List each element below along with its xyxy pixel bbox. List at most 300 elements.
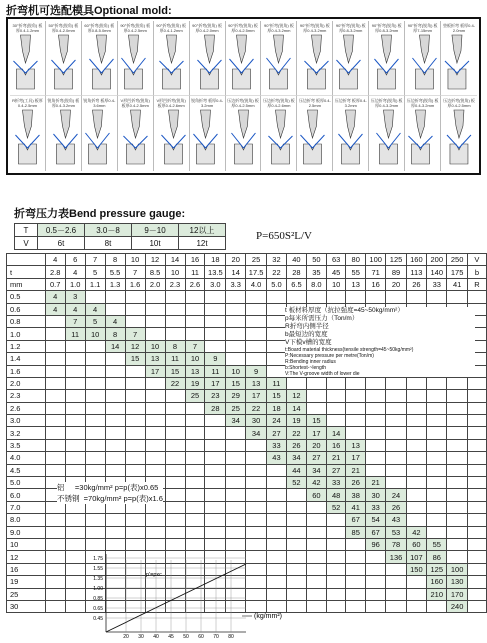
pressure-cell — [205, 328, 226, 340]
x-tick-label: 45 — [168, 634, 174, 640]
pressure-cell — [45, 427, 65, 439]
pressure-cell — [45, 365, 65, 377]
pressure-cell: 25 — [226, 402, 246, 414]
pressure-cell — [467, 514, 486, 526]
note-cn: R折弯内侧半径 — [285, 323, 329, 330]
pressure-cell — [105, 514, 125, 526]
pressure-cell — [145, 514, 165, 526]
thickness-cell: 19 — [7, 576, 46, 588]
y-tick-label: 0.65 — [93, 606, 103, 612]
pressure-cell — [306, 526, 326, 538]
table-row — [7, 514, 487, 526]
pressure-cell — [427, 526, 447, 538]
pressure-cell — [427, 477, 447, 489]
pressure-cell — [45, 551, 65, 563]
pressure-cell — [386, 588, 406, 600]
mold-caption: 90°折弯(锐角) 板厚0.4-2.5mm — [228, 23, 258, 33]
pressure-cell: 9 — [205, 353, 226, 365]
pressure-cell — [246, 501, 267, 513]
mold-caption: 90°折弯(锐角) 板厚0.4-2.0mm — [192, 23, 222, 33]
pressure-cell — [165, 452, 185, 464]
pressure-cell — [386, 291, 406, 303]
pressure-cell — [427, 439, 447, 451]
pressure-cell — [346, 588, 366, 600]
pressure-cell — [125, 303, 145, 315]
mold-section-title: 折弯机可选配模具Optional mold: — [6, 5, 172, 17]
pressure-cell — [85, 452, 105, 464]
pressure-cell: 7 — [185, 340, 205, 352]
header-cell: 1.3 — [105, 278, 125, 290]
pressure-cell — [125, 377, 145, 389]
pressure-cell — [45, 588, 65, 600]
pressure-cell: 34 — [246, 427, 267, 439]
pressure-cell — [386, 576, 406, 588]
y-tick-label: 1.55 — [93, 566, 103, 572]
header-cell: 5.5 — [105, 266, 125, 278]
pressure-cell — [226, 340, 246, 352]
pressure-cell: 20 — [306, 439, 326, 451]
pressure-cell — [326, 402, 346, 414]
header-cell: 4 — [65, 266, 85, 278]
groove-v-cell: 6t — [38, 237, 85, 250]
pressure-cell: 4 — [85, 303, 105, 315]
thickness-cell: 25 — [7, 588, 46, 600]
legend-notes — [285, 307, 475, 377]
note-en: V:The V-groove width of lower die — [285, 371, 360, 377]
pressure-cell — [366, 563, 386, 575]
pressure-cell — [406, 464, 426, 476]
pressure-cell: 7 — [65, 315, 85, 327]
pressure-cell — [65, 377, 85, 389]
pressure-cell — [226, 489, 246, 501]
pressure-cell — [406, 514, 426, 526]
pressure-cell — [326, 551, 346, 563]
pressure-cell — [427, 390, 447, 402]
mold-item — [46, 96, 82, 171]
header-cell: 17.5 — [246, 266, 267, 278]
pressure-cell: 22 — [286, 427, 306, 439]
pressure-cell — [386, 427, 406, 439]
v-header-cell: 16 — [185, 254, 205, 266]
v-header-cell: 160 — [406, 254, 426, 266]
pressure-cell — [65, 353, 85, 365]
pressure-cell — [185, 328, 205, 340]
pressure-formula: P=650S²L/V — [256, 230, 312, 242]
die-icon — [46, 108, 81, 168]
pressure-cell — [45, 600, 65, 612]
v-header-cell: 14 — [165, 254, 185, 266]
v-header-cell: 4 — [45, 254, 65, 266]
header-cell: 10 — [165, 266, 185, 278]
pressure-cell — [366, 377, 386, 389]
y-tick-label: 1.75 — [93, 556, 103, 562]
pressure-cell: 24 — [266, 415, 286, 427]
pressure-cell: 4 — [65, 303, 85, 315]
pressure-cell: 28 — [205, 402, 226, 414]
pressure-cell — [45, 576, 65, 588]
pressure-cell — [447, 538, 467, 550]
die-icon — [82, 33, 117, 93]
pressure-cell — [165, 489, 185, 501]
pressure-cell — [165, 427, 185, 439]
stainless-formula: =70kg/mm² p=p(表)x1.6 — [83, 494, 163, 503]
pressure-cell — [326, 576, 346, 588]
pressure-cell — [447, 501, 467, 513]
pressure-cell — [85, 514, 105, 526]
pressure-cell — [105, 377, 125, 389]
header-cell: 45 — [326, 266, 346, 278]
groove-t-label: T — [15, 224, 38, 237]
pressure-cell — [125, 415, 145, 427]
pressure-cell — [447, 402, 467, 414]
pressure-cell — [226, 328, 246, 340]
pressure-cell — [246, 452, 267, 464]
pressure-cell — [226, 514, 246, 526]
header-cell: 71 — [366, 266, 386, 278]
header-cell: 8.0 — [306, 278, 326, 290]
pressure-cell — [185, 526, 205, 538]
mold-item — [10, 21, 46, 96]
pressure-cell — [406, 390, 426, 402]
pressure-cell — [85, 340, 105, 352]
pressure-cell: 15 — [266, 390, 286, 402]
mold-caption: 锐角折弯(锐角) 板厚0.4-3.2mm — [47, 98, 80, 108]
pressure-cell — [427, 452, 447, 464]
pressure-section-title: 折弯压力表Bend pressure gauge: — [14, 208, 186, 220]
pressure-cell: 136 — [386, 551, 406, 563]
pressure-cell — [145, 315, 165, 327]
pressure-cell — [145, 303, 165, 315]
pressure-cell: 10 — [185, 353, 205, 365]
pressure-cell — [427, 402, 447, 414]
thickness-cell: 10 — [7, 538, 46, 550]
pressure-cell — [427, 514, 447, 526]
pressure-cell: 67 — [346, 514, 366, 526]
mold-item — [82, 96, 118, 171]
pressure-cell — [65, 464, 85, 476]
mold-item — [333, 21, 369, 96]
header-cell: 35 — [306, 266, 326, 278]
thickness-cell: 0.6 — [7, 303, 46, 315]
pressure-cell — [366, 427, 386, 439]
pressure-cell — [386, 390, 406, 402]
pressure-cell — [145, 328, 165, 340]
pressure-cell — [125, 291, 145, 303]
pressure-cell — [165, 390, 185, 402]
pressure-cell — [105, 353, 125, 365]
table-row — [7, 439, 487, 451]
pressure-cell — [346, 427, 366, 439]
v-header-cell: 12 — [145, 254, 165, 266]
pressure-cell: 19 — [185, 377, 205, 389]
note-en: b:Shortest-~length — [285, 365, 326, 371]
mold-caption: 锐角折弯 板厚0.4-3.6mm — [83, 98, 116, 108]
mold-item — [441, 21, 477, 96]
pressure-cell — [145, 291, 165, 303]
x-tick-label: 40 — [153, 634, 159, 640]
die-icon — [369, 33, 404, 93]
note-en: P:Necessary pressure per metre(Ton/m) — [285, 353, 374, 359]
mold-caption: 压边折弯 板厚0.4-2.5mm — [298, 98, 331, 108]
mold-caption: 压边折弯(锐角) 板厚0.4-2.5mm — [443, 98, 475, 108]
mold-item — [82, 21, 118, 96]
thickness-cell: 1.0 — [7, 328, 46, 340]
pressure-cell: 10 — [85, 328, 105, 340]
pressure-cell — [386, 439, 406, 451]
pressure-cell: 33 — [366, 501, 386, 513]
pressure-cell: 15 — [226, 377, 246, 389]
pressure-cell — [306, 501, 326, 513]
pressure-cell: 52 — [326, 501, 346, 513]
unit-cell: V — [467, 254, 486, 266]
pressure-cell: 130 — [447, 576, 467, 588]
header-cell: 10 — [326, 278, 346, 290]
pressure-cell: 18 — [266, 402, 286, 414]
die-icon — [226, 33, 261, 93]
pressure-cell — [45, 538, 65, 550]
pressure-cell — [286, 489, 306, 501]
pressure-cell: 17 — [205, 377, 226, 389]
pressure-cell: 27 — [266, 427, 286, 439]
pressure-cell — [467, 538, 486, 550]
mold-item — [190, 21, 226, 96]
pressure-cell — [406, 477, 426, 489]
groove-t-cell: 0.5－2.6 — [38, 224, 85, 237]
mold-item — [297, 21, 333, 96]
pressure-cell — [346, 538, 366, 550]
pressure-cell — [346, 390, 366, 402]
pressure-cell — [226, 452, 246, 464]
header-cell: 33 — [427, 278, 447, 290]
aluminium-label: 铝 — [57, 483, 65, 492]
pressure-cell — [185, 477, 205, 489]
groove-v-row — [15, 237, 226, 250]
groove-table — [14, 223, 226, 250]
pressure-cell: 43 — [386, 514, 406, 526]
header-cell: 1.6 — [125, 278, 145, 290]
pressure-cell — [45, 340, 65, 352]
pressure-cell — [165, 464, 185, 476]
pressure-cell — [386, 377, 406, 389]
header-cell: 16 — [366, 278, 386, 290]
pressure-cell — [406, 576, 426, 588]
pressure-cell — [246, 328, 267, 340]
pressure-cell — [145, 452, 165, 464]
pressure-cell — [125, 315, 145, 327]
pressure-cell — [65, 452, 85, 464]
thickness-cell: 4.5 — [7, 464, 46, 476]
pressure-cell — [306, 377, 326, 389]
pressure-cell — [366, 452, 386, 464]
pressure-cell — [205, 340, 226, 352]
pressure-cell — [185, 514, 205, 526]
pressure-cell — [246, 514, 267, 526]
pressure-cell — [286, 291, 306, 303]
header-cell: 8.5 — [145, 266, 165, 278]
pressure-cell — [467, 526, 486, 538]
pressure-cell — [65, 415, 85, 427]
thickness-cell: 0.8 — [7, 315, 46, 327]
pressure-cell — [266, 477, 286, 489]
v-header-cell: 25 — [246, 254, 267, 266]
pressure-cell: 10 — [145, 340, 165, 352]
mold-caption: 压边折弯 板厚0.4-3.2mm — [334, 98, 367, 108]
pressure-cell — [105, 402, 125, 414]
pressure-cell — [447, 489, 467, 501]
pressure-cell — [45, 563, 65, 575]
pressure-cell: 42 — [406, 526, 426, 538]
thickness-cell: 3.2 — [7, 427, 46, 439]
pressure-cell — [165, 402, 185, 414]
x-tick-label: 60 — [198, 634, 204, 640]
table-row — [7, 415, 487, 427]
pressure-cell — [406, 415, 426, 427]
header-row — [7, 266, 487, 278]
pressure-cell: 13 — [246, 377, 267, 389]
header-cell: 3.0 — [205, 278, 226, 290]
pressure-cell: 24 — [386, 489, 406, 501]
pressure-cell — [447, 464, 467, 476]
pressure-cell — [467, 291, 486, 303]
pressure-cell: 33 — [266, 439, 286, 451]
pressure-cell — [406, 402, 426, 414]
table-row — [7, 452, 487, 464]
pressure-cell: 11 — [65, 328, 85, 340]
pressure-cell — [306, 600, 326, 612]
pressure-cell: 22 — [246, 402, 267, 414]
pressure-cell — [366, 551, 386, 563]
die-icon — [190, 108, 225, 168]
v-header-cell: 50 — [306, 254, 326, 266]
pressure-cell: 14 — [105, 340, 125, 352]
thickness-cell: 9.0 — [7, 526, 46, 538]
pressure-cell: 30 — [366, 489, 386, 501]
pressure-cell — [266, 303, 286, 315]
v-header-row — [7, 254, 487, 266]
die-icon — [441, 108, 477, 168]
pressure-cell: 12 — [286, 390, 306, 402]
pressure-cell — [447, 390, 467, 402]
pressure-cell — [165, 477, 185, 489]
pressure-cell — [427, 377, 447, 389]
die-icon — [261, 33, 296, 93]
pressure-cell: 26 — [386, 501, 406, 513]
pressure-cell — [406, 427, 426, 439]
pressure-cell: 26 — [286, 439, 306, 451]
pressure-cell — [286, 514, 306, 526]
pressure-cell — [65, 526, 85, 538]
header-cell: 2.8 — [45, 266, 65, 278]
v-header-cell: 80 — [346, 254, 366, 266]
pressure-cell — [266, 328, 286, 340]
pressure-cell — [386, 452, 406, 464]
stainless-row — [57, 493, 163, 504]
pressure-cell — [406, 439, 426, 451]
table-row — [7, 291, 487, 303]
pressure-cell — [366, 576, 386, 588]
pressure-cell — [447, 377, 467, 389]
pressure-cell — [165, 439, 185, 451]
pressure-cell — [266, 489, 286, 501]
pressure-cell — [467, 588, 486, 600]
header-cell: 13.5 — [205, 266, 226, 278]
pressure-cell — [185, 291, 205, 303]
die-icon — [441, 33, 477, 93]
note-en: R:Bending inner radius — [285, 359, 336, 365]
pressure-cell — [326, 588, 346, 600]
pressure-cell — [45, 390, 65, 402]
correction-graph — [76, 550, 306, 640]
pressure-cell: 11 — [205, 365, 226, 377]
pressure-cell — [65, 427, 85, 439]
header-cell: 175 — [447, 266, 467, 278]
pressure-cell — [427, 427, 447, 439]
pressure-cell — [447, 477, 467, 489]
pressure-cell — [145, 390, 165, 402]
pressure-cell — [326, 291, 346, 303]
pressure-cell — [185, 464, 205, 476]
pressure-cell — [246, 489, 267, 501]
pressure-cell — [366, 464, 386, 476]
pressure-cell — [205, 514, 226, 526]
pressure-cell: 34 — [286, 452, 306, 464]
unit-cell: b — [467, 266, 486, 278]
v-header-cell: 63 — [326, 254, 346, 266]
table-row — [7, 402, 487, 414]
pressure-cell: 17 — [246, 390, 267, 402]
pressure-cell — [205, 439, 226, 451]
pressure-cell: 11 — [165, 353, 185, 365]
pressure-cell — [145, 439, 165, 451]
pressure-cell — [45, 526, 65, 538]
pressure-cell — [406, 452, 426, 464]
pressure-cell — [427, 291, 447, 303]
die-icon — [154, 108, 189, 168]
pressure-cell — [467, 501, 486, 513]
pressure-cell — [125, 390, 145, 402]
pressure-cell — [165, 415, 185, 427]
pressure-cell — [346, 402, 366, 414]
pressure-cell: 53 — [386, 526, 406, 538]
pressure-cell: 19 — [286, 415, 306, 427]
v-header-cell: 125 — [386, 254, 406, 266]
pressure-cell — [467, 464, 486, 476]
pressure-cell — [125, 514, 145, 526]
pressure-cell — [205, 315, 226, 327]
header-cell: 4.0 — [246, 278, 267, 290]
pressure-cell — [386, 415, 406, 427]
table-row — [7, 464, 487, 476]
thickness-cell: 2.6 — [7, 402, 46, 414]
pressure-cell: 30 — [246, 415, 267, 427]
pressure-cell: 34 — [226, 415, 246, 427]
pressure-cell: 21 — [366, 477, 386, 489]
pressure-cell — [205, 415, 226, 427]
pressure-cell — [386, 563, 406, 575]
pressure-cell — [145, 402, 165, 414]
die-icon — [82, 108, 117, 168]
groove-v-cell: 12t — [179, 237, 226, 250]
pressure-cell — [165, 526, 185, 538]
x-tick-label: 30 — [138, 634, 144, 640]
mold-caption: 90°折弯(锐角) 板厚0.4-3.2mm — [264, 23, 294, 33]
pressure-cell — [366, 415, 386, 427]
pressure-cell: 5 — [85, 315, 105, 327]
pressure-cell — [125, 439, 145, 451]
pressure-cell — [205, 526, 226, 538]
pressure-cell: 29 — [226, 390, 246, 402]
pressure-cell — [386, 477, 406, 489]
